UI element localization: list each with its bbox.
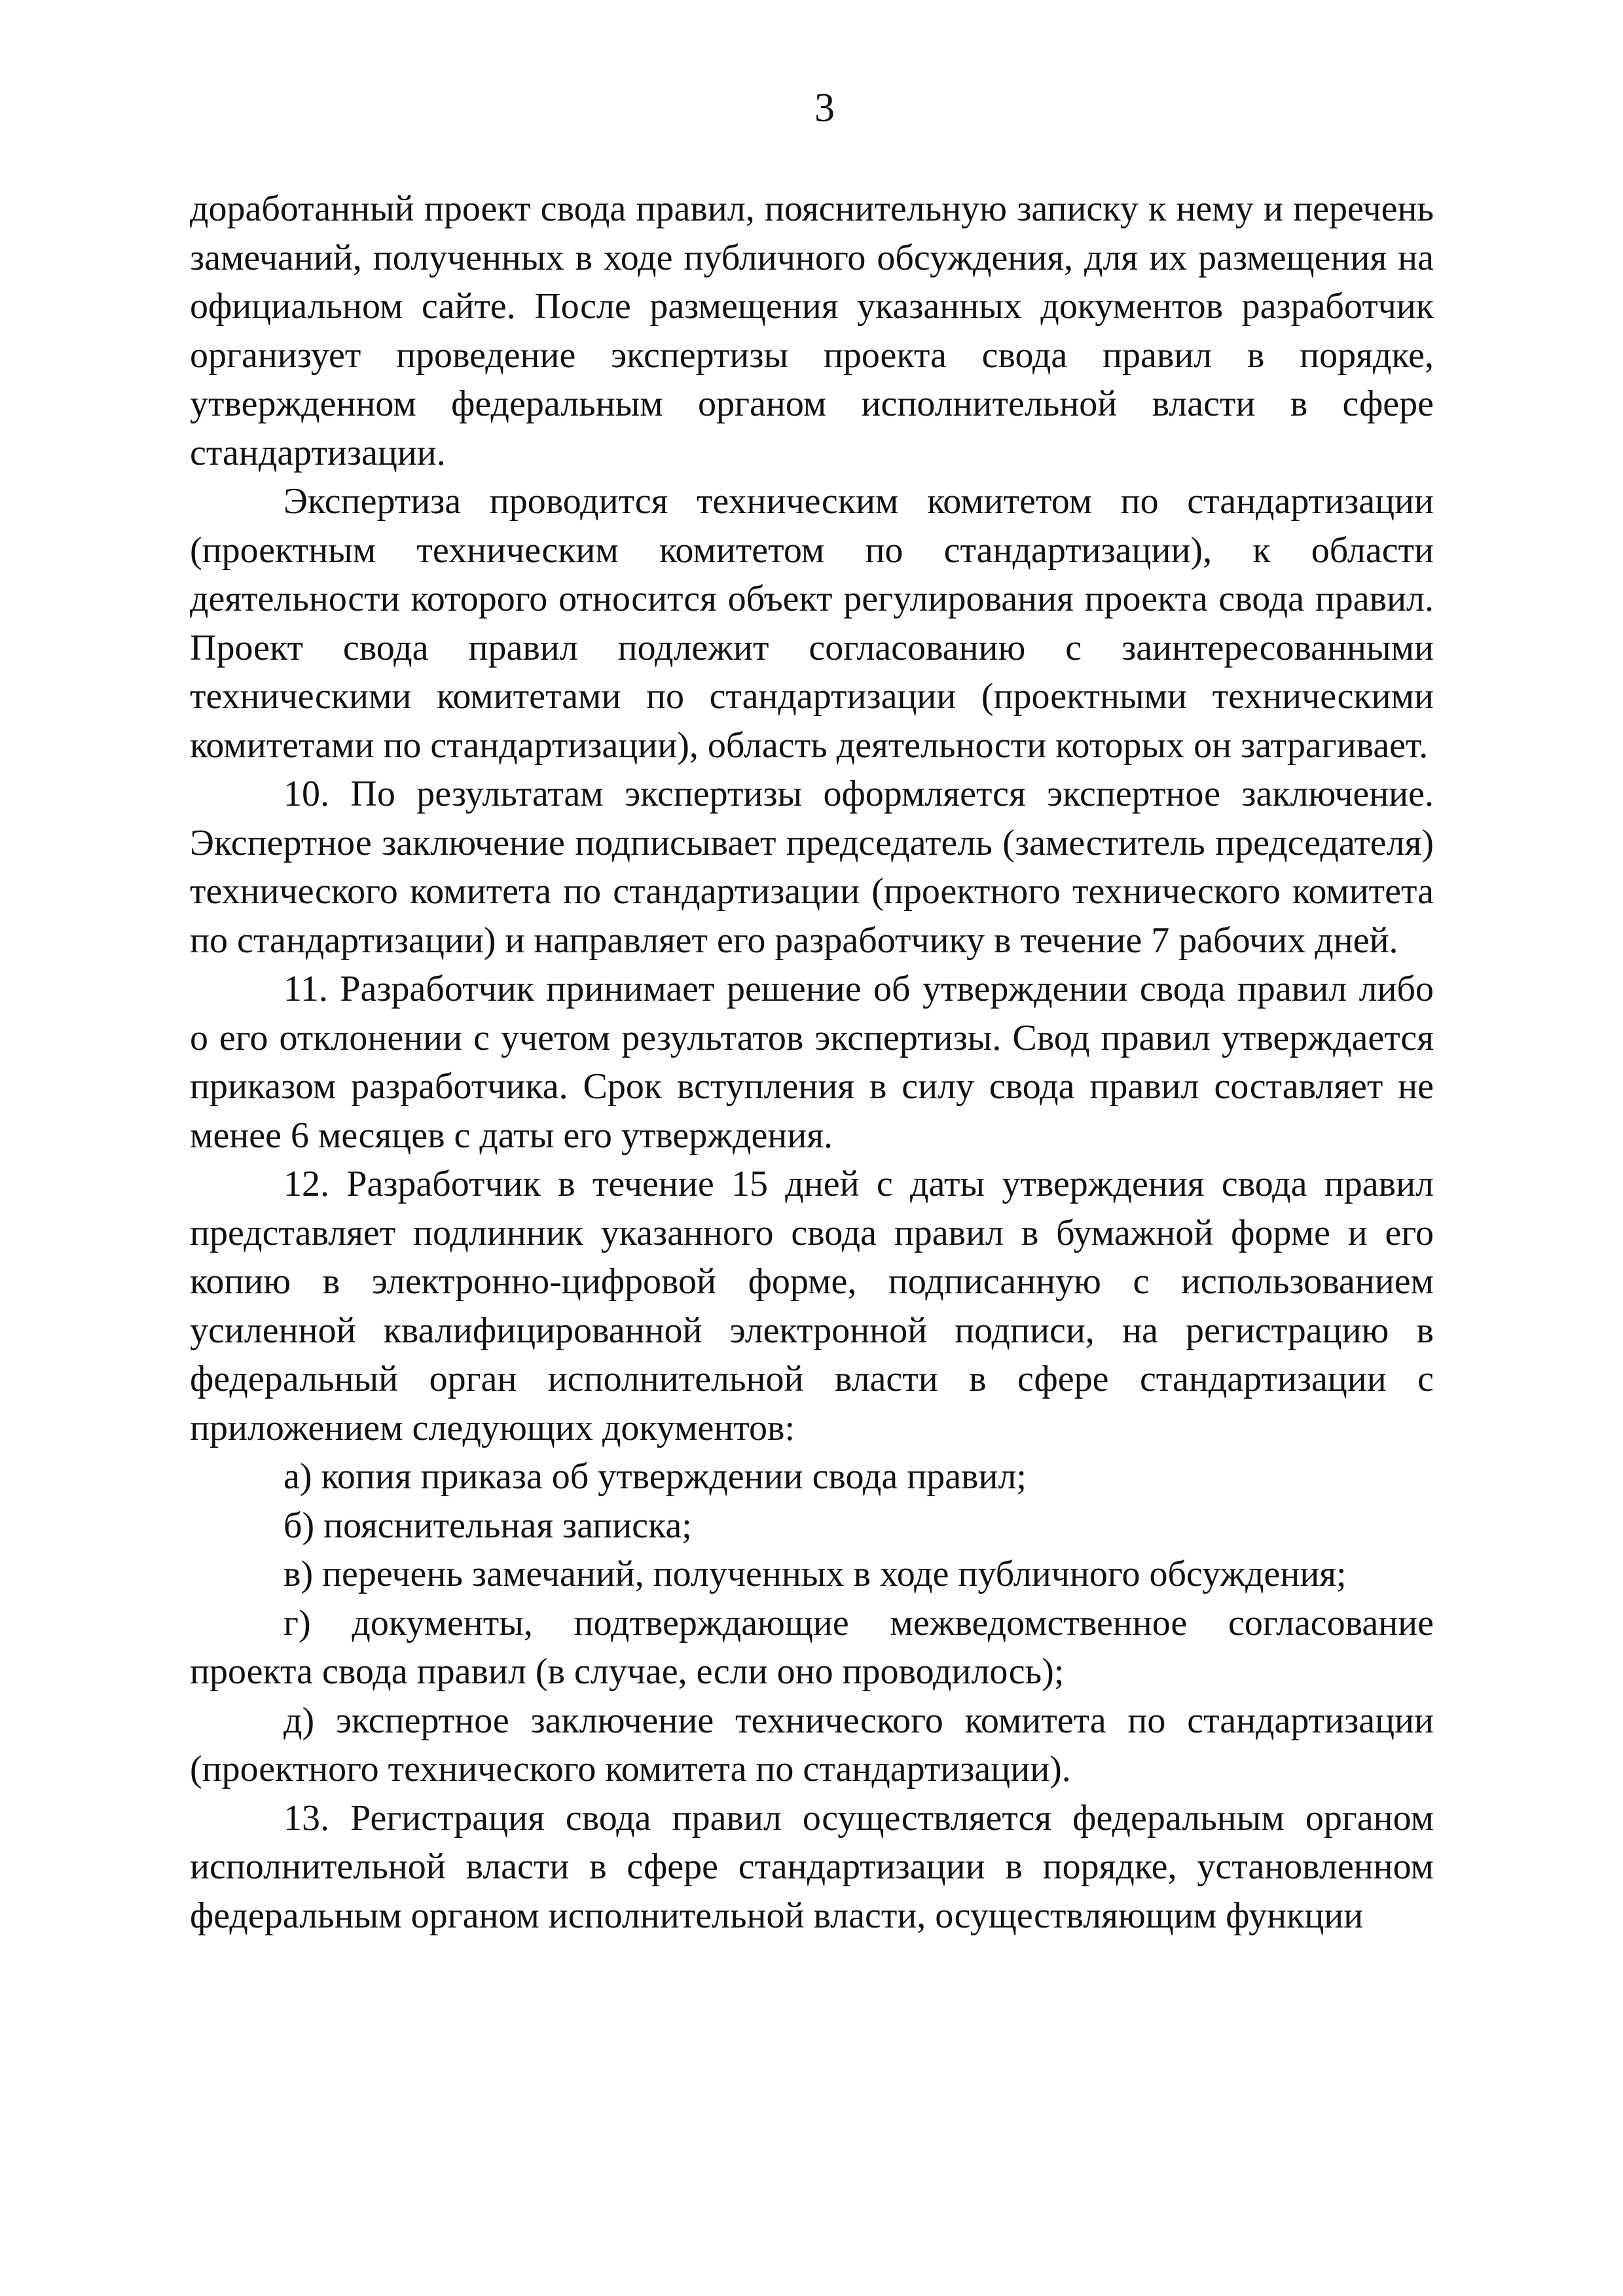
paragraph-item-13: 13. Регистрация свода правил осуществляется федеральным органом исполнительной власти в сфере стандартизации в порядке, установленном федеральным органом исполнительной власти, осуществляющим функции [190,1797,1434,1936]
list-item-g: г) документы, подтверждающие межведомственное согласование проекта свода правил (в случае, если оно проводилось); [190,1602,1434,1692]
paragraph-item-12: 12. Разработчик в течение 15 дней с даты утверждения свода правил представляет подлинник указанного свода правил в бумажной форме и его копию в электронно-цифровой форме, подписанную с использованием усиленной квалифицированной электронной подписи, на регистрацию в федеральный орган исполнительной власти в сфере стандартизации с приложением следующих документов: [190,1164,1434,1448]
list-item-b: б) пояснительная записка; [283,1505,692,1546]
document-body [190,185,1434,1940]
paragraph-continuation: доработанный проект свода правил, пояснительную записку к нему и перечень замечаний, полученных в ходе публичного обсуждения, для их размещения на официальном сайте. После размещения указанных документов разработчик организует проведение экспертизы проекта свода правил в порядке, утвержденном федеральным органом исполнительной власти в сфере стандартизации. [190,188,1434,473]
paragraph-item-11: 11. Разработчик принимает решение об утверждении свода правил либо о его отклонении с учетом результатов экспертизы. Свод правил утверждается приказом разработчика. Срок вступления в силу свода правил составляет не менее 6 месяцев с даты его утверждения. [190,969,1434,1156]
page-number: 3 [814,86,835,130]
paragraph-item-10: 10. По результатам экспертизы оформляется экспертное заключение. Экспертное заключение подписывает председатель (заместитель председателя) технического комитета по стандартизации (проектного технического комитета по стандартизации) и направляет его разработчику в течение 7 рабочих дней. [190,774,1434,961]
paragraph-expertise: Экспертиза проводится техническим комитетом по стандартизации (проектным техническим комитетом по стандартизации), к области деятельности которого относится объект регулирования проекта свода правил. Проект свода правил подлежит согласованию с заинтересованными техническими комитетами по стандартизации (проектными техническими комитетами по стандартизации), область деятельности которых он затрагивает. [190,481,1434,766]
list-item-v: в) перечень замечаний, полученных в ходе публичного обсуждения; [283,1554,1347,1594]
list-item-d: д) экспертное заключение технического комитета по стандартизации (проектного технического комитета по стандартизации). [190,1700,1434,1789]
list-item-a: а) копия приказа об утверждении свода правил; [283,1456,1027,1497]
